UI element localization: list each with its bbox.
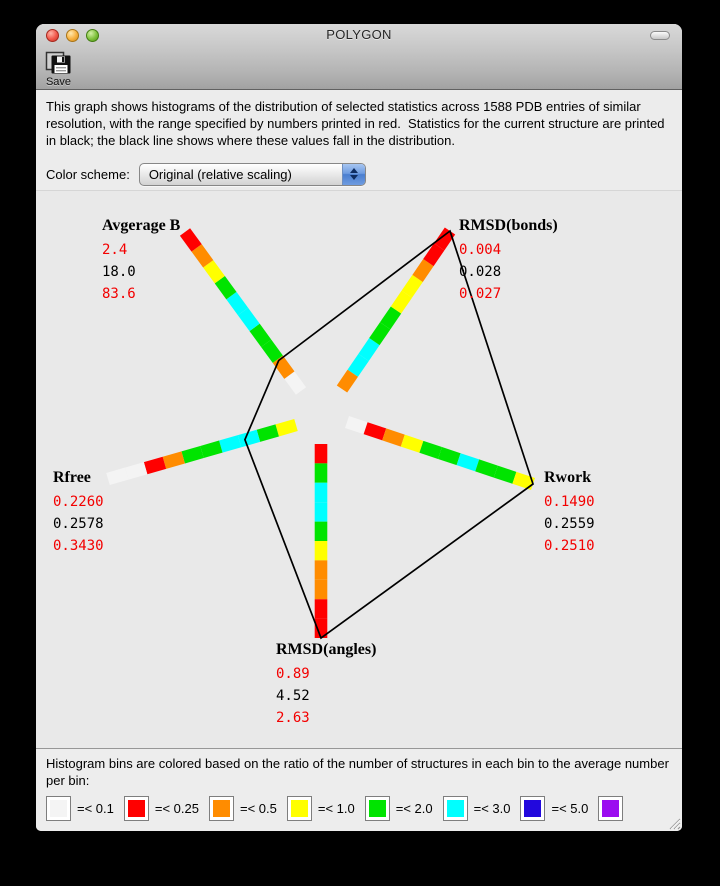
legend-bin-label: =< 1.0 — [317, 801, 355, 816]
color-scheme-row — [36, 158, 682, 190]
histogram-segment-angles — [315, 580, 328, 599]
histogram-segment-rwork — [475, 459, 498, 477]
legend-panel — [36, 748, 682, 831]
axis-current-angles: 4.52 — [276, 688, 310, 704]
legend-bin-label: =< 2.0 — [395, 801, 433, 816]
axis-min-rwork: 0.1490 — [544, 494, 595, 510]
histogram-segment-rfree — [163, 451, 185, 469]
arrow-up-icon — [350, 168, 358, 173]
axis-label-avgb: Avgerage B — [102, 217, 181, 234]
minimize-button[interactable] — [66, 29, 79, 42]
axis-max-avgb: 83.6 — [102, 286, 136, 302]
histogram-segment-rwork — [494, 466, 517, 484]
histogram-segment-rfree — [144, 457, 166, 475]
arrow-down-icon — [350, 175, 358, 180]
legend-bin-label: =< 0.25 — [154, 801, 199, 816]
histogram-segment-rfree — [125, 462, 147, 480]
legend-bin — [598, 796, 623, 821]
toolbar — [36, 46, 682, 90]
zoom-button[interactable] — [86, 29, 99, 42]
traffic-lights — [46, 29, 99, 42]
axis-current-rfree: 0.2578 — [53, 516, 104, 532]
legend-bin — [46, 796, 124, 821]
histogram-segment-angles — [315, 560, 328, 579]
legend-swatch-color — [524, 800, 541, 817]
plot-canvas — [36, 190, 682, 748]
histogram-segment-angles — [315, 444, 328, 463]
legend-swatch — [124, 796, 149, 821]
color-scheme-select[interactable] — [139, 163, 366, 186]
toolbar-toggle-button[interactable] — [650, 31, 670, 40]
axis-current-bonds: 0.028 — [459, 264, 502, 280]
legend-swatch-color — [291, 800, 308, 817]
legend-swatch-color — [447, 800, 464, 817]
legend-swatch-color — [369, 800, 386, 817]
legend-swatch — [46, 796, 71, 821]
legend-swatch-color — [50, 800, 67, 817]
legend-swatch — [365, 796, 390, 821]
axis-block-bonds — [459, 217, 558, 305]
legend-bin-label: =< 5.0 — [551, 801, 589, 816]
legend-bin — [520, 796, 598, 821]
legend-bin — [287, 796, 365, 821]
axis-current-avgb: 18.0 — [102, 264, 136, 280]
histogram-segment-angles — [315, 463, 328, 482]
color-scheme-label: Color scheme: — [46, 166, 130, 182]
close-button[interactable] — [46, 29, 59, 42]
axis-block-avgb — [102, 217, 180, 305]
popup-stepper-icon — [342, 164, 365, 185]
save-icon — [45, 49, 72, 75]
axis-label-angles: RMSD(angles) — [276, 641, 377, 658]
histogram-segment-rwork — [419, 441, 442, 459]
axis-max-rfree: 0.3430 — [53, 538, 104, 554]
histogram-segment-angles — [315, 541, 328, 560]
axis-block-rfree — [53, 469, 104, 557]
legend-bin — [365, 796, 443, 821]
axis-min-avgb: 2.4 — [102, 242, 128, 258]
legend-bin-label: =< 0.1 — [77, 801, 114, 816]
resize-grip[interactable] — [667, 816, 681, 830]
histogram-segment-rwork — [345, 416, 368, 434]
axis-min-angles: 0.89 — [276, 666, 310, 682]
save-label: Save — [45, 76, 72, 88]
window-title: POLYGON — [326, 27, 392, 42]
legend-bins — [46, 796, 672, 821]
histogram-segment-rwork — [364, 422, 387, 440]
legend-bin — [209, 796, 287, 821]
legend-swatch-color — [213, 800, 230, 817]
histogram-segment-rfree — [257, 424, 279, 442]
axis-min-rfree: 0.2260 — [53, 494, 104, 510]
axis-max-angles: 2.63 — [276, 710, 310, 726]
histogram-segment-rfree — [106, 468, 128, 486]
histogram-segment-rfree — [238, 430, 260, 448]
axis-block-angles — [276, 641, 376, 729]
histogram-segment-rwork — [401, 435, 424, 453]
save-button[interactable] — [45, 46, 72, 88]
axis-label-bonds: RMSD(bonds) — [459, 217, 558, 234]
legend-swatch — [520, 796, 545, 821]
polygon-window — [36, 24, 682, 831]
legend-bin-label: =< 3.0 — [473, 801, 511, 816]
histogram-segment-angles — [315, 483, 328, 502]
title-bar[interactable] — [36, 24, 682, 46]
legend-bin — [443, 796, 521, 821]
legend-swatch — [598, 796, 623, 821]
histogram-segment-rfree — [275, 419, 297, 437]
legend-swatch — [287, 796, 312, 821]
description-text: This graph shows histograms of the distribution of selected statistics across 1588 PDB entries of similar resolution, with the range specified by numbers printed in red. Statistics for the current structure are printed in black; the black line shows where these values fall in the distribution. — [36, 90, 682, 158]
axis-label-rfree: Rfree — [53, 469, 91, 486]
legend-bin — [124, 796, 209, 821]
histogram-segment-rfree — [200, 441, 222, 459]
axis-max-bonds: 0.027 — [459, 286, 502, 302]
axis-label-rwork: Rwork — [544, 469, 592, 486]
histogram-segment-rfree — [219, 435, 241, 453]
legend-swatch — [209, 796, 234, 821]
legend-bin-label: =< 0.5 — [239, 801, 277, 816]
color-scheme-value: Original (relative scaling) — [148, 166, 292, 182]
axis-current-rwork: 0.2559 — [544, 516, 595, 532]
histogram-segment-rwork — [457, 453, 480, 471]
histogram-segment-rwork — [438, 447, 461, 465]
histogram-segment-angles — [315, 599, 328, 618]
legend-swatch-color — [128, 800, 145, 817]
histogram-segment-angles — [315, 522, 328, 541]
legend-swatch-color — [602, 800, 619, 817]
axis-block-rwork — [544, 469, 595, 557]
legend-swatch — [443, 796, 468, 821]
axis-min-bonds: 0.004 — [459, 242, 502, 258]
window-chrome — [36, 24, 682, 90]
histogram-segment-rwork — [382, 428, 405, 446]
axis-max-rwork: 0.2510 — [544, 538, 595, 554]
histogram-segment-rfree — [181, 446, 203, 464]
legend-description: Histogram bins are colored based on the ratio of the number of structures in each bin to the average number per bin: — [46, 756, 673, 788]
histogram-segment-angles — [315, 502, 328, 521]
